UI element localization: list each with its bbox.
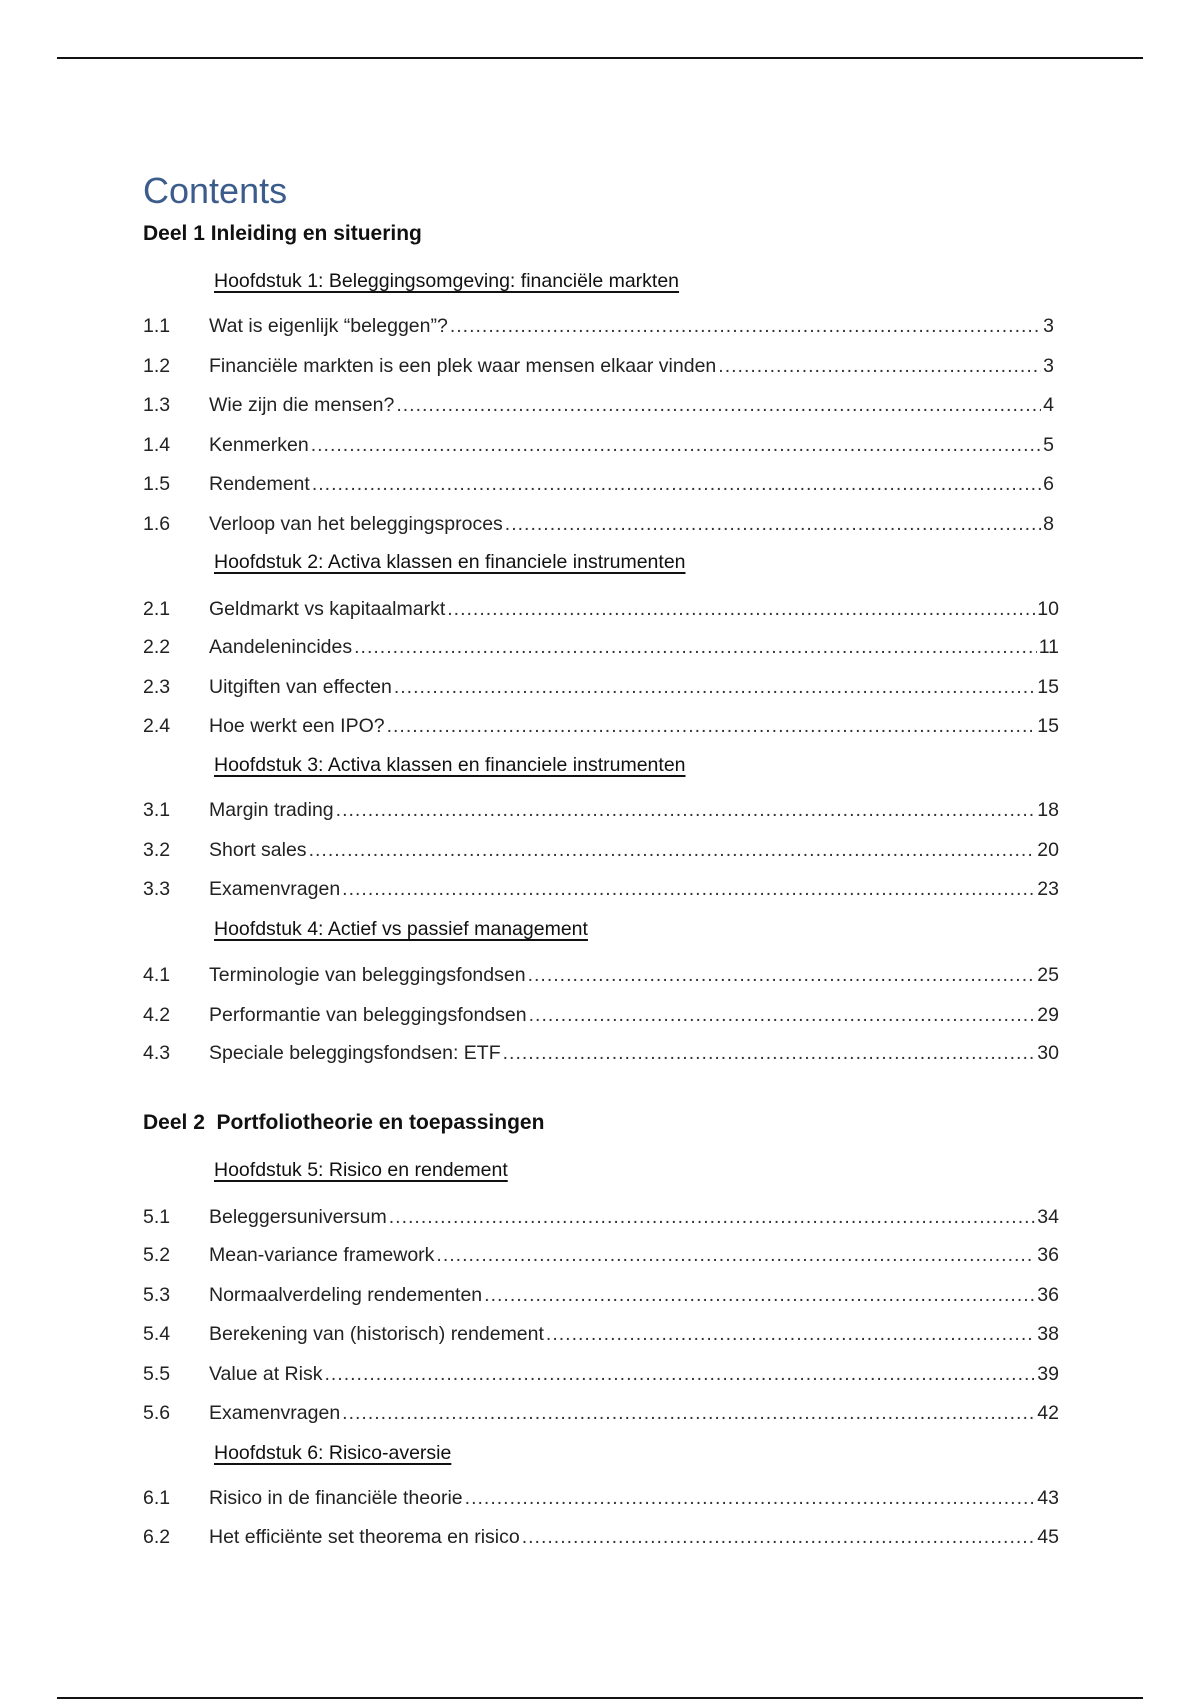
toc-entry-2-2[interactable] — [143, 634, 1059, 660]
toc-entry-number: 3.1 — [143, 799, 171, 821]
toc-dot-leader — [503, 1040, 1036, 1066]
toc-entry-4-2[interactable] — [143, 1002, 1059, 1028]
toc-dot-leader — [484, 1282, 1035, 1308]
toc-entry-1-2[interactable] — [143, 353, 1054, 379]
toc-chapter-2[interactable]: Hoofdstuk 2: Activa klassen en financiele instrumenten — [214, 551, 686, 573]
toc-dot-leader — [465, 1485, 1036, 1511]
toc-dot-leader — [342, 1400, 1035, 1426]
toc-dot-leader — [354, 634, 1037, 660]
toc-entry-page: 6 — [1043, 473, 1054, 495]
toc-dot-leader — [312, 471, 1041, 497]
toc-entry-title: Short sales — [209, 839, 307, 861]
toc-dot-leader — [529, 1002, 1036, 1028]
toc-entry-title: Het efficiënte set theorema en risico — [209, 1526, 520, 1548]
toc-dot-leader — [387, 713, 1036, 739]
toc-dot-leader — [505, 511, 1041, 537]
toc-entry-title: Value at Risk — [209, 1363, 323, 1385]
toc-entry-page: 23 — [1037, 878, 1059, 900]
footer-rule — [57, 1697, 1143, 1699]
toc-entry-6-1[interactable] — [143, 1485, 1059, 1511]
toc-entry-page: 5 — [1043, 434, 1054, 456]
toc-entry-title: Mean-variance framework — [209, 1244, 435, 1266]
toc-chapter-1[interactable]: Hoofdstuk 1: Beleggingsomgeving: financiële markten — [214, 270, 680, 292]
toc-entry-number: 1.1 — [143, 315, 171, 337]
toc-entry-number: 5.5 — [143, 1363, 171, 1385]
toc-entry-1-1[interactable] — [143, 313, 1054, 339]
toc-entry-page: 18 — [1037, 799, 1059, 821]
toc-entry-5-5[interactable] — [143, 1361, 1059, 1387]
toc-chapter-4[interactable]: Hoofdstuk 4: Actief vs passief management — [214, 918, 588, 940]
toc-chapter-6[interactable]: Hoofdstuk 6: Risico-aversie — [214, 1442, 452, 1464]
toc-entry-title: Financiële markten is een plek waar mensen elkaar vinden — [209, 355, 717, 377]
toc-entry-title: Wie zijn die mensen? — [209, 394, 395, 416]
toc-entry-title: Examenvragen — [209, 878, 341, 900]
toc-dot-leader — [436, 1242, 1035, 1268]
toc-entry-1-3[interactable] — [143, 392, 1054, 418]
toc-entry-4-3[interactable] — [143, 1040, 1059, 1066]
toc-entry-page: 36 — [1037, 1284, 1059, 1306]
toc-chapter-3[interactable]: Hoofdstuk 3: Activa klassen en financiele instrumenten — [214, 754, 686, 776]
toc-entry-4-1[interactable] — [143, 962, 1059, 988]
toc-entry-page: 29 — [1037, 1004, 1059, 1026]
toc-entry-5-6[interactable] — [143, 1400, 1059, 1426]
part-heading-2: Deel 2 Portfoliotheorie en toepassingen — [143, 1111, 545, 1134]
toc-entry-5-1[interactable] — [143, 1204, 1059, 1230]
toc-entry-title: Hoe werkt een IPO? — [209, 715, 385, 737]
toc-dot-leader — [528, 962, 1036, 988]
toc-entry-page: 3 — [1043, 355, 1054, 377]
toc-entry-page: 3 — [1043, 315, 1054, 337]
toc-entry-number: 1.3 — [143, 394, 171, 416]
toc-entry-2-1[interactable] — [143, 596, 1059, 622]
toc-entry-title: Normaalverdeling rendementen — [209, 1284, 483, 1306]
toc-dot-leader — [324, 1361, 1035, 1387]
toc-entry-number: 1.4 — [143, 434, 171, 456]
toc-entry-number: 6.1 — [143, 1487, 171, 1509]
toc-entry-title: Terminologie van beleggingsfondsen — [209, 964, 526, 986]
contents-title: Contents — [143, 170, 288, 211]
toc-entry-2-3[interactable] — [143, 674, 1059, 700]
toc-entry-page: 42 — [1037, 1402, 1059, 1424]
toc-chapter-5[interactable]: Hoofdstuk 5: Risico en rendement — [214, 1159, 508, 1181]
toc-entry-5-4[interactable] — [143, 1321, 1059, 1347]
toc-entry-title: Beleggersuniversum — [209, 1206, 387, 1228]
part-heading-1: Deel 1 Inleiding en situering — [143, 222, 422, 245]
toc-dot-leader — [396, 392, 1041, 418]
toc-dot-leader — [450, 313, 1041, 339]
toc-entry-3-1[interactable] — [143, 797, 1059, 823]
toc-dot-leader — [718, 353, 1041, 379]
toc-entry-number: 5.1 — [143, 1206, 171, 1228]
toc-dot-leader — [389, 1204, 1036, 1230]
toc-entry-number: 2.4 — [143, 715, 171, 737]
toc-entry-page: 11 — [1038, 636, 1059, 658]
toc-entry-page: 4 — [1043, 394, 1054, 416]
toc-entry-number: 6.2 — [143, 1526, 171, 1548]
toc-entry-page: 15 — [1037, 676, 1059, 698]
toc-entry-title: Aandelenincides — [209, 636, 353, 658]
toc-entry-number: 2.1 — [143, 598, 171, 620]
toc-entry-page: 39 — [1037, 1363, 1059, 1385]
toc-entry-title: Berekening van (historisch) rendement — [209, 1323, 544, 1345]
toc-entry-number: 4.3 — [143, 1042, 171, 1064]
toc-entry-number: 4.2 — [143, 1004, 171, 1026]
toc-entry-page: 43 — [1037, 1487, 1059, 1509]
toc-dot-leader — [447, 596, 1035, 622]
toc-dot-leader — [546, 1321, 1035, 1347]
toc-dot-leader — [394, 674, 1035, 700]
toc-entry-5-3[interactable] — [143, 1282, 1059, 1308]
toc-entry-title: Speciale beleggingsfondsen: ETF — [209, 1042, 501, 1064]
toc-entry-1-6[interactable] — [143, 511, 1054, 537]
toc-entry-title: Geldmarkt vs kapitaalmarkt — [209, 598, 446, 620]
toc-entry-number: 5.3 — [143, 1284, 171, 1306]
toc-entry-title: Risico in de financiële theorie — [209, 1487, 463, 1509]
toc-entry-page: 38 — [1037, 1323, 1059, 1345]
toc-entry-2-4[interactable] — [143, 713, 1059, 739]
toc-entry-page: 45 — [1037, 1526, 1059, 1548]
toc-entry-number: 5.2 — [143, 1244, 171, 1266]
toc-entry-page: 8 — [1043, 513, 1054, 535]
toc-dot-leader — [336, 797, 1036, 823]
header-rule — [57, 57, 1143, 59]
toc-entry-title: Kenmerken — [209, 434, 309, 456]
toc-entry-6-2[interactable] — [143, 1524, 1059, 1550]
toc-entry-page: 10 — [1037, 598, 1059, 620]
toc-entry-page: 25 — [1037, 964, 1059, 986]
toc-dot-leader — [522, 1524, 1036, 1550]
toc-entry-title: Margin trading — [209, 799, 334, 821]
toc-entry-number: 1.5 — [143, 473, 171, 495]
toc-entry-number: 2.3 — [143, 676, 171, 698]
toc-entry-title: Examenvragen — [209, 1402, 341, 1424]
toc-entry-number: 1.6 — [143, 513, 171, 535]
toc-entry-number: 4.1 — [143, 964, 171, 986]
toc-entry-5-2[interactable] — [143, 1242, 1059, 1268]
toc-entry-1-5[interactable] — [143, 471, 1054, 497]
toc-entry-title: Rendement — [209, 473, 310, 495]
toc-entry-page: 20 — [1037, 839, 1059, 861]
toc-entry-number: 5.6 — [143, 1402, 171, 1424]
toc-dot-leader — [311, 432, 1041, 458]
toc-entry-3-2[interactable] — [143, 837, 1059, 863]
toc-entry-page: 34 — [1037, 1206, 1059, 1228]
toc-entry-title: Wat is eigenlijk “beleggen”? — [209, 315, 448, 337]
toc-entry-1-4[interactable] — [143, 432, 1054, 458]
toc-dot-leader — [342, 876, 1035, 902]
toc-entry-title: Uitgiften van effecten — [209, 676, 392, 698]
toc-entry-page: 36 — [1037, 1244, 1059, 1266]
toc-entry-number: 3.3 — [143, 878, 171, 900]
toc-entry-number: 3.2 — [143, 839, 171, 861]
toc-entry-number: 2.2 — [143, 636, 171, 658]
toc-entry-number: 5.4 — [143, 1323, 171, 1345]
toc-entry-page: 30 — [1037, 1042, 1059, 1064]
toc-entry-3-3[interactable] — [143, 876, 1059, 902]
toc-entry-title: Verloop van het beleggingsproces — [209, 513, 503, 535]
toc-dot-leader — [309, 837, 1036, 863]
toc-entry-title: Performantie van beleggingsfondsen — [209, 1004, 527, 1026]
toc-entry-page: 15 — [1037, 715, 1059, 737]
toc-entry-number: 1.2 — [143, 355, 171, 377]
